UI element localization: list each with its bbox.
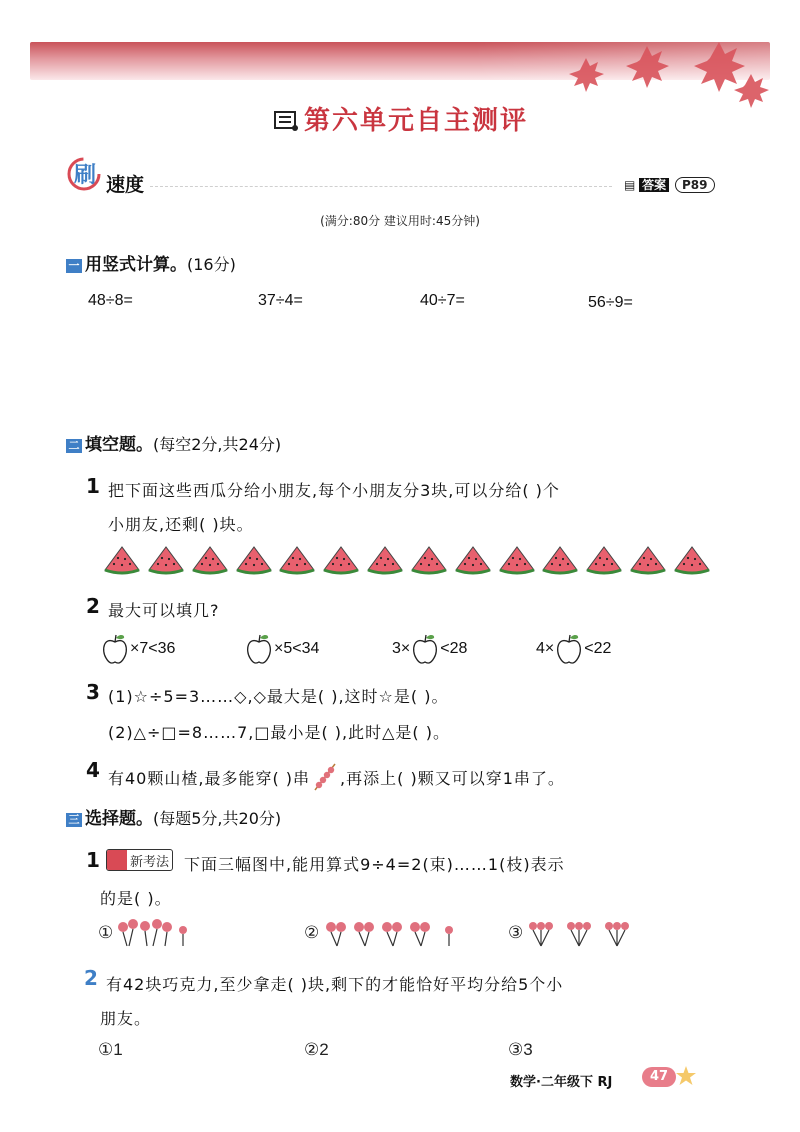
scroll-book-icon bbox=[272, 109, 300, 140]
new-method-tag bbox=[106, 849, 173, 871]
apple-expr-post: <28 bbox=[440, 640, 468, 657]
page-number: 47 bbox=[642, 1067, 676, 1087]
part2-title: 填空题。 bbox=[85, 435, 153, 455]
apple-expr-post: <22 bbox=[584, 640, 612, 657]
division-expr-3: 40÷7= bbox=[420, 292, 465, 309]
division-expr-4: 56÷9= bbox=[588, 294, 633, 311]
title-text: 第六单元自主测评 bbox=[303, 106, 528, 136]
q2-3-line2: (2)△÷□=8……7,□最小是( ),此时△是( )。 bbox=[108, 723, 450, 742]
q2-3-number: 3 bbox=[86, 680, 100, 704]
division-expr-1: 48÷8= bbox=[88, 292, 133, 309]
part1-title: 用竖式计算。 bbox=[85, 255, 187, 275]
flower-bunches-icon bbox=[319, 918, 469, 948]
q3-2-option-3[interactable]: ③3 bbox=[508, 1040, 533, 1059]
part2-heading bbox=[66, 430, 281, 455]
watermelon-slice-icon bbox=[672, 544, 712, 576]
shua-badge bbox=[66, 152, 106, 196]
apple-expr-2 bbox=[244, 632, 319, 666]
part1-number: 一 bbox=[66, 259, 82, 273]
watermelon-slice-icon bbox=[409, 544, 449, 576]
option-2-flowers[interactable] bbox=[304, 918, 469, 948]
footer-subject: 数学·二年级下 RJ bbox=[510, 1075, 613, 1090]
part3-points: (每题5分,共20分) bbox=[153, 809, 282, 828]
option-1-flowers[interactable] bbox=[98, 918, 193, 948]
watermelon-slice-icon bbox=[365, 544, 405, 576]
q2-2-number: 2 bbox=[86, 594, 100, 618]
section-label: 速度 bbox=[106, 174, 145, 196]
q2-1-number: 1 bbox=[86, 474, 100, 498]
watermelon-slice-icon bbox=[234, 544, 274, 576]
part1-heading bbox=[66, 250, 236, 275]
watermelon-slice-icon bbox=[540, 544, 580, 576]
part1-points: (16分) bbox=[187, 255, 236, 274]
score-info: (满分:80分 建议用时:45分钟) bbox=[320, 214, 480, 228]
watermelon-slice-icon bbox=[321, 544, 361, 576]
apple-icon bbox=[554, 632, 584, 666]
option-3-label: ③ bbox=[508, 923, 524, 943]
apple-expr-3 bbox=[392, 632, 467, 666]
apple-expr-pre: 3× bbox=[392, 640, 411, 657]
apple-expr-pre: 4× bbox=[536, 640, 555, 657]
q2-1-line2: 小朋友,还剩( )块。 bbox=[108, 515, 254, 534]
dashed-divider bbox=[150, 186, 612, 188]
apple-expr-post: ×7<36 bbox=[130, 640, 176, 657]
document-icon: ▤ bbox=[624, 178, 636, 192]
q2-2-text: 最大可以填几? bbox=[108, 601, 220, 620]
watermelon-row bbox=[102, 544, 712, 576]
new-method-label: 新考法 bbox=[130, 854, 170, 870]
page-title bbox=[0, 100, 800, 140]
q2-4-text-b: ,再添上( )颗又可以穿1串了。 bbox=[340, 768, 565, 788]
bulb-icon bbox=[107, 850, 127, 870]
apple-expr-4 bbox=[536, 632, 611, 666]
q2-1-line1: 把下面这些西瓜分给小朋友,每个小朋友分3块,可以分给( )个 bbox=[108, 481, 560, 500]
division-expr-2: 37÷4= bbox=[258, 292, 303, 309]
part2-points: (每空2分,共24分) bbox=[153, 435, 282, 454]
flower-bunches-icon bbox=[113, 918, 193, 948]
answer-page: P89 bbox=[675, 177, 715, 193]
q3-1-number: 1 bbox=[86, 848, 100, 872]
q2-4-text bbox=[108, 762, 565, 792]
option-1-label: ① bbox=[98, 923, 114, 943]
watermelon-slice-icon bbox=[277, 544, 317, 576]
part3-heading bbox=[66, 804, 281, 829]
option-2-label: ② bbox=[304, 923, 320, 943]
q2-4-number: 4 bbox=[86, 758, 100, 782]
q3-2-option-1[interactable]: ①1 bbox=[98, 1040, 123, 1059]
watermelon-slice-icon bbox=[453, 544, 493, 576]
q3-2-line1: 有42块巧克力,至少拿走( )块,剩下的才能恰好平均分给5个小 bbox=[106, 975, 564, 994]
apple-icon bbox=[410, 632, 440, 666]
answer-reference bbox=[624, 176, 715, 193]
badge-char: 刷 bbox=[74, 162, 97, 188]
watermelon-slice-icon bbox=[102, 544, 142, 576]
watermelon-slice-icon bbox=[628, 544, 668, 576]
q2-3-line1: (1)☆÷5=3……◇,◇最大是( ),这时☆是( )。 bbox=[108, 687, 449, 706]
watermelon-slice-icon bbox=[190, 544, 230, 576]
option-3-flowers[interactable] bbox=[508, 918, 633, 948]
q3-1-line1: 下面三幅图中,能用算式9÷4=2(束)……1(枝)表示 bbox=[184, 855, 565, 874]
q2-4-text-a: 有40颗山楂,最多能穿( )串 bbox=[108, 768, 311, 788]
watermelon-slice-icon bbox=[497, 544, 537, 576]
watermelon-slice-icon bbox=[584, 544, 624, 576]
apple-icon bbox=[244, 632, 274, 666]
q3-2-number: 2 bbox=[84, 966, 98, 990]
q3-2-line2: 朋友。 bbox=[100, 1009, 152, 1028]
star-icon bbox=[674, 1064, 698, 1088]
hawthorn-skewer-icon bbox=[312, 762, 338, 792]
q3-2-option-2[interactable]: ②2 bbox=[304, 1040, 329, 1059]
part3-title: 选择题。 bbox=[85, 809, 153, 829]
apple-expr-1 bbox=[100, 632, 175, 666]
watermelon-slice-icon bbox=[146, 544, 186, 576]
answer-tag: 答案 bbox=[639, 178, 669, 192]
part3-number: 三 bbox=[66, 813, 82, 827]
flower-bunches-icon bbox=[523, 918, 633, 948]
part2-number: 二 bbox=[66, 439, 82, 453]
q3-1-line2: 的是( )。 bbox=[100, 889, 172, 908]
apple-expr-post: ×5<34 bbox=[274, 640, 320, 657]
apple-icon bbox=[100, 632, 130, 666]
